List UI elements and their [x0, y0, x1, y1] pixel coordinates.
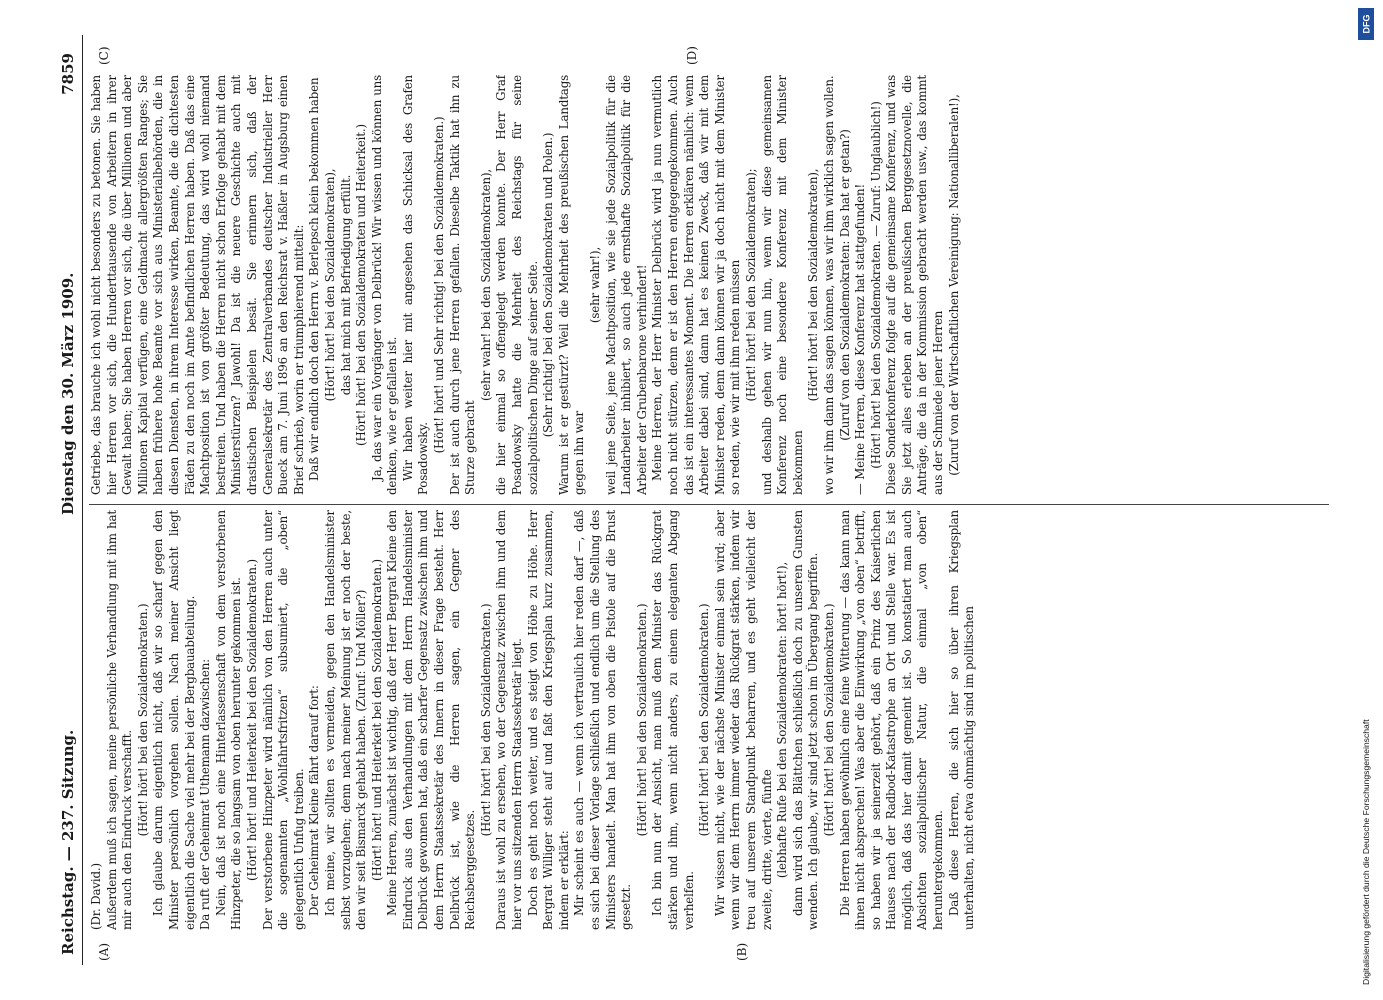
marker-d: (D)	[685, 46, 699, 65]
interjection: (Zuruf von der Wirtschaftlichen Vereinigung: Nationalliberalen!),	[946, 94, 961, 476]
interjection: (Hört! hört! und Heiterkeit bei den Sozialdemokraten.)	[369, 559, 384, 881]
paragraph: Ich glaube darum eigentlich nicht, daß wir so scharf gegen den Minister persönlich vorgehen sollen. Nach meiner Ansicht liegt eigentlich die Sache viel mehr bei der Bergbauabteilung.	[151, 510, 197, 930]
marker-a: (A)	[97, 942, 111, 961]
header-rule	[82, 35, 83, 965]
paragraph: Meine Herren, zunächst ist wichtig, daß der Herr Bergrat Kleine den Eindruck aus den Verhandlungen mit dem Herrn Handelsminister Delbrück gewonnen hat, daß ein scharfer Gegensatz zwischen ihm und dem Herrn Staatssekretär des Innern in dieser Frage besteht. Herr Delbrück ist, wie die Herren sagen, ein Gegner des Reichsberggesetzes.	[385, 510, 478, 930]
paragraph: Der verstorbene Hinzpeter wird nämlich von den Herren auch unter die sogenannten „Wohlfahrtsfritzen“ subsumiert, die „oben“ gelegentlich Unfug treiben.	[260, 510, 306, 930]
paragraph: und deshalb gehen wir nun hin, wenn wir diese gemeinsamen Konferenz noch eine besondere Konferenz mit dem Minister bekommen	[759, 75, 805, 495]
paragraph: Daß wir endlich doch den Herrn v. Berlepsch klein bekommen haben	[307, 77, 322, 481]
paragraph: Der Geheimrat Kleine fährt darauf fort:	[307, 685, 322, 916]
paragraph: Wir haben weiter hier mit angesehen das Schicksal des Grafen Posadowsky.	[400, 75, 431, 495]
paragraph: Doch es geht noch weiter, und es steigt von Höhe zu Höhe. Herr Bergrat Williger steht auf und faßt den Kriegsplan kurz zusammen, indem er erklärt:	[525, 510, 571, 930]
paragraph: Außerdem muß ich sagen, meine persönliche Verhandlung mit ihm hat mir auch den Eindruck verschafft.	[104, 510, 135, 930]
paragraph: weil jene Seite, jene Machtposition, wie sie jede Sozialpolitik für die Landarbeiter inhibiert, so auch jede ernsthafte Sozialpolitik für die Arbeiter der Grubenbarone verhindert!	[603, 75, 649, 495]
paragraph: die hier einmal so offengelegt werden konnte. Der Herr Graf Posadowsky hatte die Mehrheit des Reichstags für seine sozialpolitischen Dinge auf seiner Seite.	[494, 75, 540, 495]
paragraph: Meine Herren, der Herr Minister Delbrück wird ja nun vermutlich noch nicht stürzen, denn er ist den Herren entgegengekommen. Auch das ist ein interessantes Moment. Die Herren erklären nämlich: wenn Arbeiter dabei sind, dann hat es keinen Zweck, daß wir mit dem Minister reden, denn dann können wir ja doch nicht mit dem Minister so reden, wie wir mit ihm reden müssen	[650, 75, 743, 495]
header-date: Dienstag den 30. März 1909.	[59, 272, 77, 515]
page-number: 7859	[59, 53, 77, 95]
dfg-logo	[1358, 8, 1374, 40]
interjection: (Zuruf von den Sozialdemokraten: Das hat er getan?)	[837, 129, 852, 441]
right-column	[89, 75, 1329, 495]
interjection: (Hört! hört! bei den Sozialdemokraten.)	[135, 603, 150, 837]
paragraph: Daß diese Herren, die sich hier so über ihren Kriegsplan unterhalten, nicht etwa ohnmächtig sind im politischen	[946, 510, 977, 930]
interjection: (Hört! hört! bei den Sozialdemokraten),	[806, 168, 821, 402]
column-divider	[89, 504, 1329, 505]
paragraph: Warum ist er gestürzt? Weil die Mehrheit des preußischen Landtags gegen ihn war	[556, 75, 587, 495]
interjection: (sehr wahr!),	[588, 246, 602, 324]
paragraph: Mir scheint es auch — wenn ich vertraulich hier reden darf —, daß es sich bei dieser Vorlage schließlich und endlich um die Stellung des Ministers handelt. Man hat ihm von oben die Pistole auf die Brust gesetzt.	[572, 510, 634, 930]
paragraph: Die Herren haben gewöhnlich eine feine Witterung — das kann man ihnen nicht absprechen! Was aber die Einwirkung „von oben“ betrifft, so haben wir ja seinerzeit gehört, daß ein Prinz des Kaiserlichen Hauses nach der Radbod-Katastrophe an Ort und Stelle war. Es ist möglich, daß das hier damit gemeint ist. So konstatiert man auch Absichten sozialpolitischer Natur, die einmal „von oben“ heruntergekommen.	[837, 510, 946, 930]
interjection: (Hört! hört! bei den Sozialdemokraten);	[743, 168, 758, 402]
interjection: (Hört! hört! und Heiterkeit bei den Sozialdemokraten.)	[244, 559, 259, 881]
paragraph: — Meine Herren, diese Konferenz hat stattgefunden!	[853, 183, 868, 495]
interjection: (Hört! hört! bei den Sozialdemokraten.)	[821, 603, 836, 837]
interjection: (lebhafte Rufe bei den Sozialdemokraten: hört! hört!),	[775, 561, 790, 879]
paragraph: Ich bin nun der Ansicht, man muß dem Minister das Rückgrat stärken und ihm, wenn nicht anders, zu einem eleganten Abgang verhelfen.	[650, 510, 696, 930]
digitization-credit: Digitalisierung gefördert durch die Deutsche Forschungsgemeinschaft	[1361, 719, 1371, 985]
paragraph: Wir wissen nicht, wie der nächste Minister einmal sein wird; aber wenn wir dem Herrn immer wieder das Rückgrat stärken, indem wir treu auf unserem Standpunkt beharren, und es geht vielleicht der zweite, dritte, vierte, fünfte	[712, 510, 774, 930]
header-session: Reichstag. — 237. Sitzung.	[59, 729, 77, 955]
dfg-logo-text: DFG	[1361, 14, 1371, 34]
rotated-page	[45, 35, 1335, 965]
interjection: (Hört! hört! bei den Sozialdemokraten.)	[478, 603, 493, 837]
paragraph: wo wir ihm dann das sagen können, was wir ihm wirklich sagen wollen.	[821, 75, 836, 495]
interjection: (Hört! hört! bei den Sozialdemokraten.)	[634, 603, 649, 837]
marker-c: (C)	[97, 46, 111, 65]
interjection: (Hört! hört! bei den Sozialdemokraten. — Zuruf: Unglaublich!)	[868, 101, 883, 469]
interjection: (Sehr richtig! bei den Sozialdemokraten und Polen.)	[541, 132, 556, 438]
page-header	[45, 35, 85, 965]
paragraph: Daraus ist wohl zu ersehen, wo der Gegensatz zwischen ihm und dem hier vor uns sitzenden Herrn Staatssekretär liegt.	[494, 510, 525, 930]
paragraph: Nein, daß ist noch eine Hinterlassenschaft von dem verstorbenen Hinzpeter, die so langsam von oben herunter gekommen ist.	[213, 510, 244, 930]
marker-b: (B)	[735, 942, 749, 961]
interjection: (sehr wahr! bei den Sozialdemokraten),	[478, 169, 493, 402]
paragraph: Der ist auch durch jene Herren gefallen. Dieselbe Taktik hat ihn zu Sturze gebracht	[447, 75, 478, 495]
interjection: (Hört! hört! und Sehr richtig! bei den Sozialdemokraten.)	[432, 116, 447, 454]
interjection: (Hört! hört! bei den Sozialdemokraten),	[322, 168, 337, 402]
interjection: das hat mich mit Befriedigung erfüllt.	[338, 174, 353, 396]
paragraph: Ich meine, wir sollten es vermeiden, gegen den Handelsminister selbst vorzugehen; denn nach meiner Meinung ist er noch der beste, den wir seit Bismarck gehabt haben. (Zuruf: Und Möller?)	[322, 510, 369, 930]
paragraph: Getriebe, das brauche ich wohl nicht besonders zu betonen. Sie haben hier Herren vor sich, die Hunderttausende von Arbeitern in ihrer Gewalt haben; Sie haben Herren vor sich, die über Millionen und aber Millionen Kapital verfügen, eine Geldmacht allergrößten Ranges; Sie haben frühere hohe Beamte vor sich aus Ministerialbehörden, die in diesen Diensten, in ihrem Interesse wirken, Beamte, die die dichtesten Fäden zu den noch im Amte befindlichen Herren haben. Daß das eine Machtposition ist von größter Bedeutung, das wird wohl niemand bestreiten. Und haben die Herren nicht schon Erfolge gehabt mit dem Ministerstürzen? Jawohl! Da ist die neuere Geschichte auch mit drastischen Beispielen besät. Sie erinnern sich, daß der Generalsekretär des Zentralverbandes deutscher Industrieller Herr Bueck am 7. Juni 1896 an den Reichsrat v. Haßler in Augsburg einen Brief schrieb, worin er triumphierend mitteilt:	[89, 75, 306, 495]
paragraph: Da ruft der Geheimrat Uthemann dazwischen:	[198, 659, 213, 930]
paragraph: (Dr. David.)	[89, 863, 103, 930]
paragraph: Ja, das war ein Vorgänger von Delbrück! Wir wissen und können uns denken, wie er gefallen ist.	[369, 75, 400, 495]
interjection: (Hört! hört! bei den Sozialdemokraten.)	[697, 603, 712, 837]
paragraph: Diese Sonderkonferenz folgte auf die gemeinsame Konferenz, und was Sie jetzt alles erleben an der preußischen Berggesetznovelle, die Anträge, die da in der Kommission gebracht werden usw., das kommt aus der Schmiede jener Herren	[884, 75, 946, 495]
left-column	[89, 510, 1329, 930]
interjection: (Hört! hört! bei den Sozialdemokraten und Heiterkeit.)	[354, 124, 369, 446]
paragraph: dann wird sich das Blättchen schließlich doch zu unseren Gunsten wenden. Ich glaube, wir sind jetzt schon im Übergang begriffen.	[790, 510, 821, 930]
